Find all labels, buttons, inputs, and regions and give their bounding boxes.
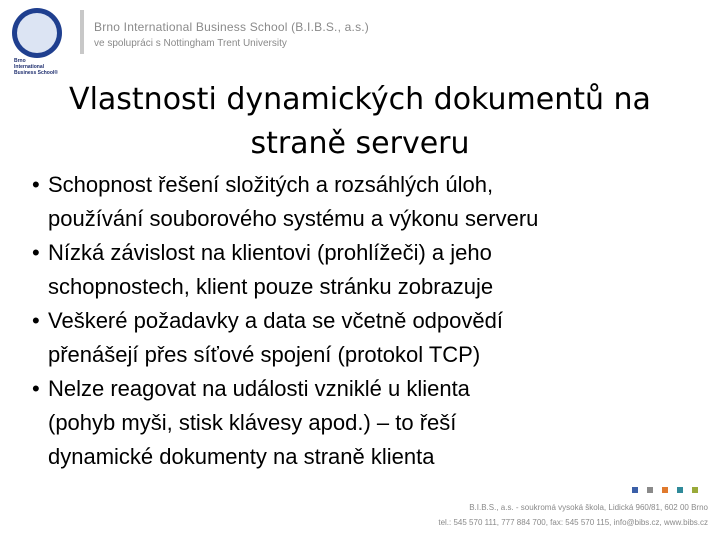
bullet-item [32,168,712,236]
bullet-mark: • [32,240,40,265]
footer-address: B.I.B.S., a.s. - soukromá vysoká škola, Lidická 960/81, 602 00 Brno [469,503,708,512]
school-subtitle: ve spolupráci s Nottingham Trent University [94,38,287,49]
header-divider [80,10,84,54]
bullet-mark: • [32,376,40,401]
logo-emblem [12,8,62,58]
footer-square [632,487,638,493]
school-logo [10,8,66,74]
bullet-text: Nelze reagovat na události vzniklé u klienta (pohyb myši, stisk klávesy apod.) – to řeší dynamické dokumenty na straně klienta [48,376,470,469]
bullet-text: Schopnost řešení složitých a rozsáhlých úloh, používání souborového systému a výkonu serveru [48,172,539,231]
footer-square [692,487,698,493]
footer-contact: tel.: 545 570 111, 777 884 700, fax: 545 570 115, info@bibs.cz, www.bibs.cz [438,518,708,527]
bullet-mark: • [32,172,40,197]
school-name: Brno International Business School (B.I.B.S., a.s.) [94,20,369,34]
logo-text: Brno International Business School® [14,58,58,76]
bullet-item [32,236,712,304]
bullet-item [32,304,712,372]
bullet-mark: • [32,308,40,333]
footer-square [647,487,653,493]
footer-square [662,487,668,493]
bullet-list [32,168,712,474]
bullet-text: Veškeré požadavky a data se včetně odpovědí přenášejí přes síťové spojení (protokol TCP) [48,308,503,367]
slide-title: Vlastnosti dynamických dokumentů na straně serveru [69,82,651,161]
bullet-text: Nízká závislost na klientovi (prohlížeči) a jeho schopnostech, klient pouze stránku zobrazuje [48,240,494,299]
footer-square [677,487,683,493]
footer-color-squares [632,487,698,493]
bullet-item [32,372,712,474]
